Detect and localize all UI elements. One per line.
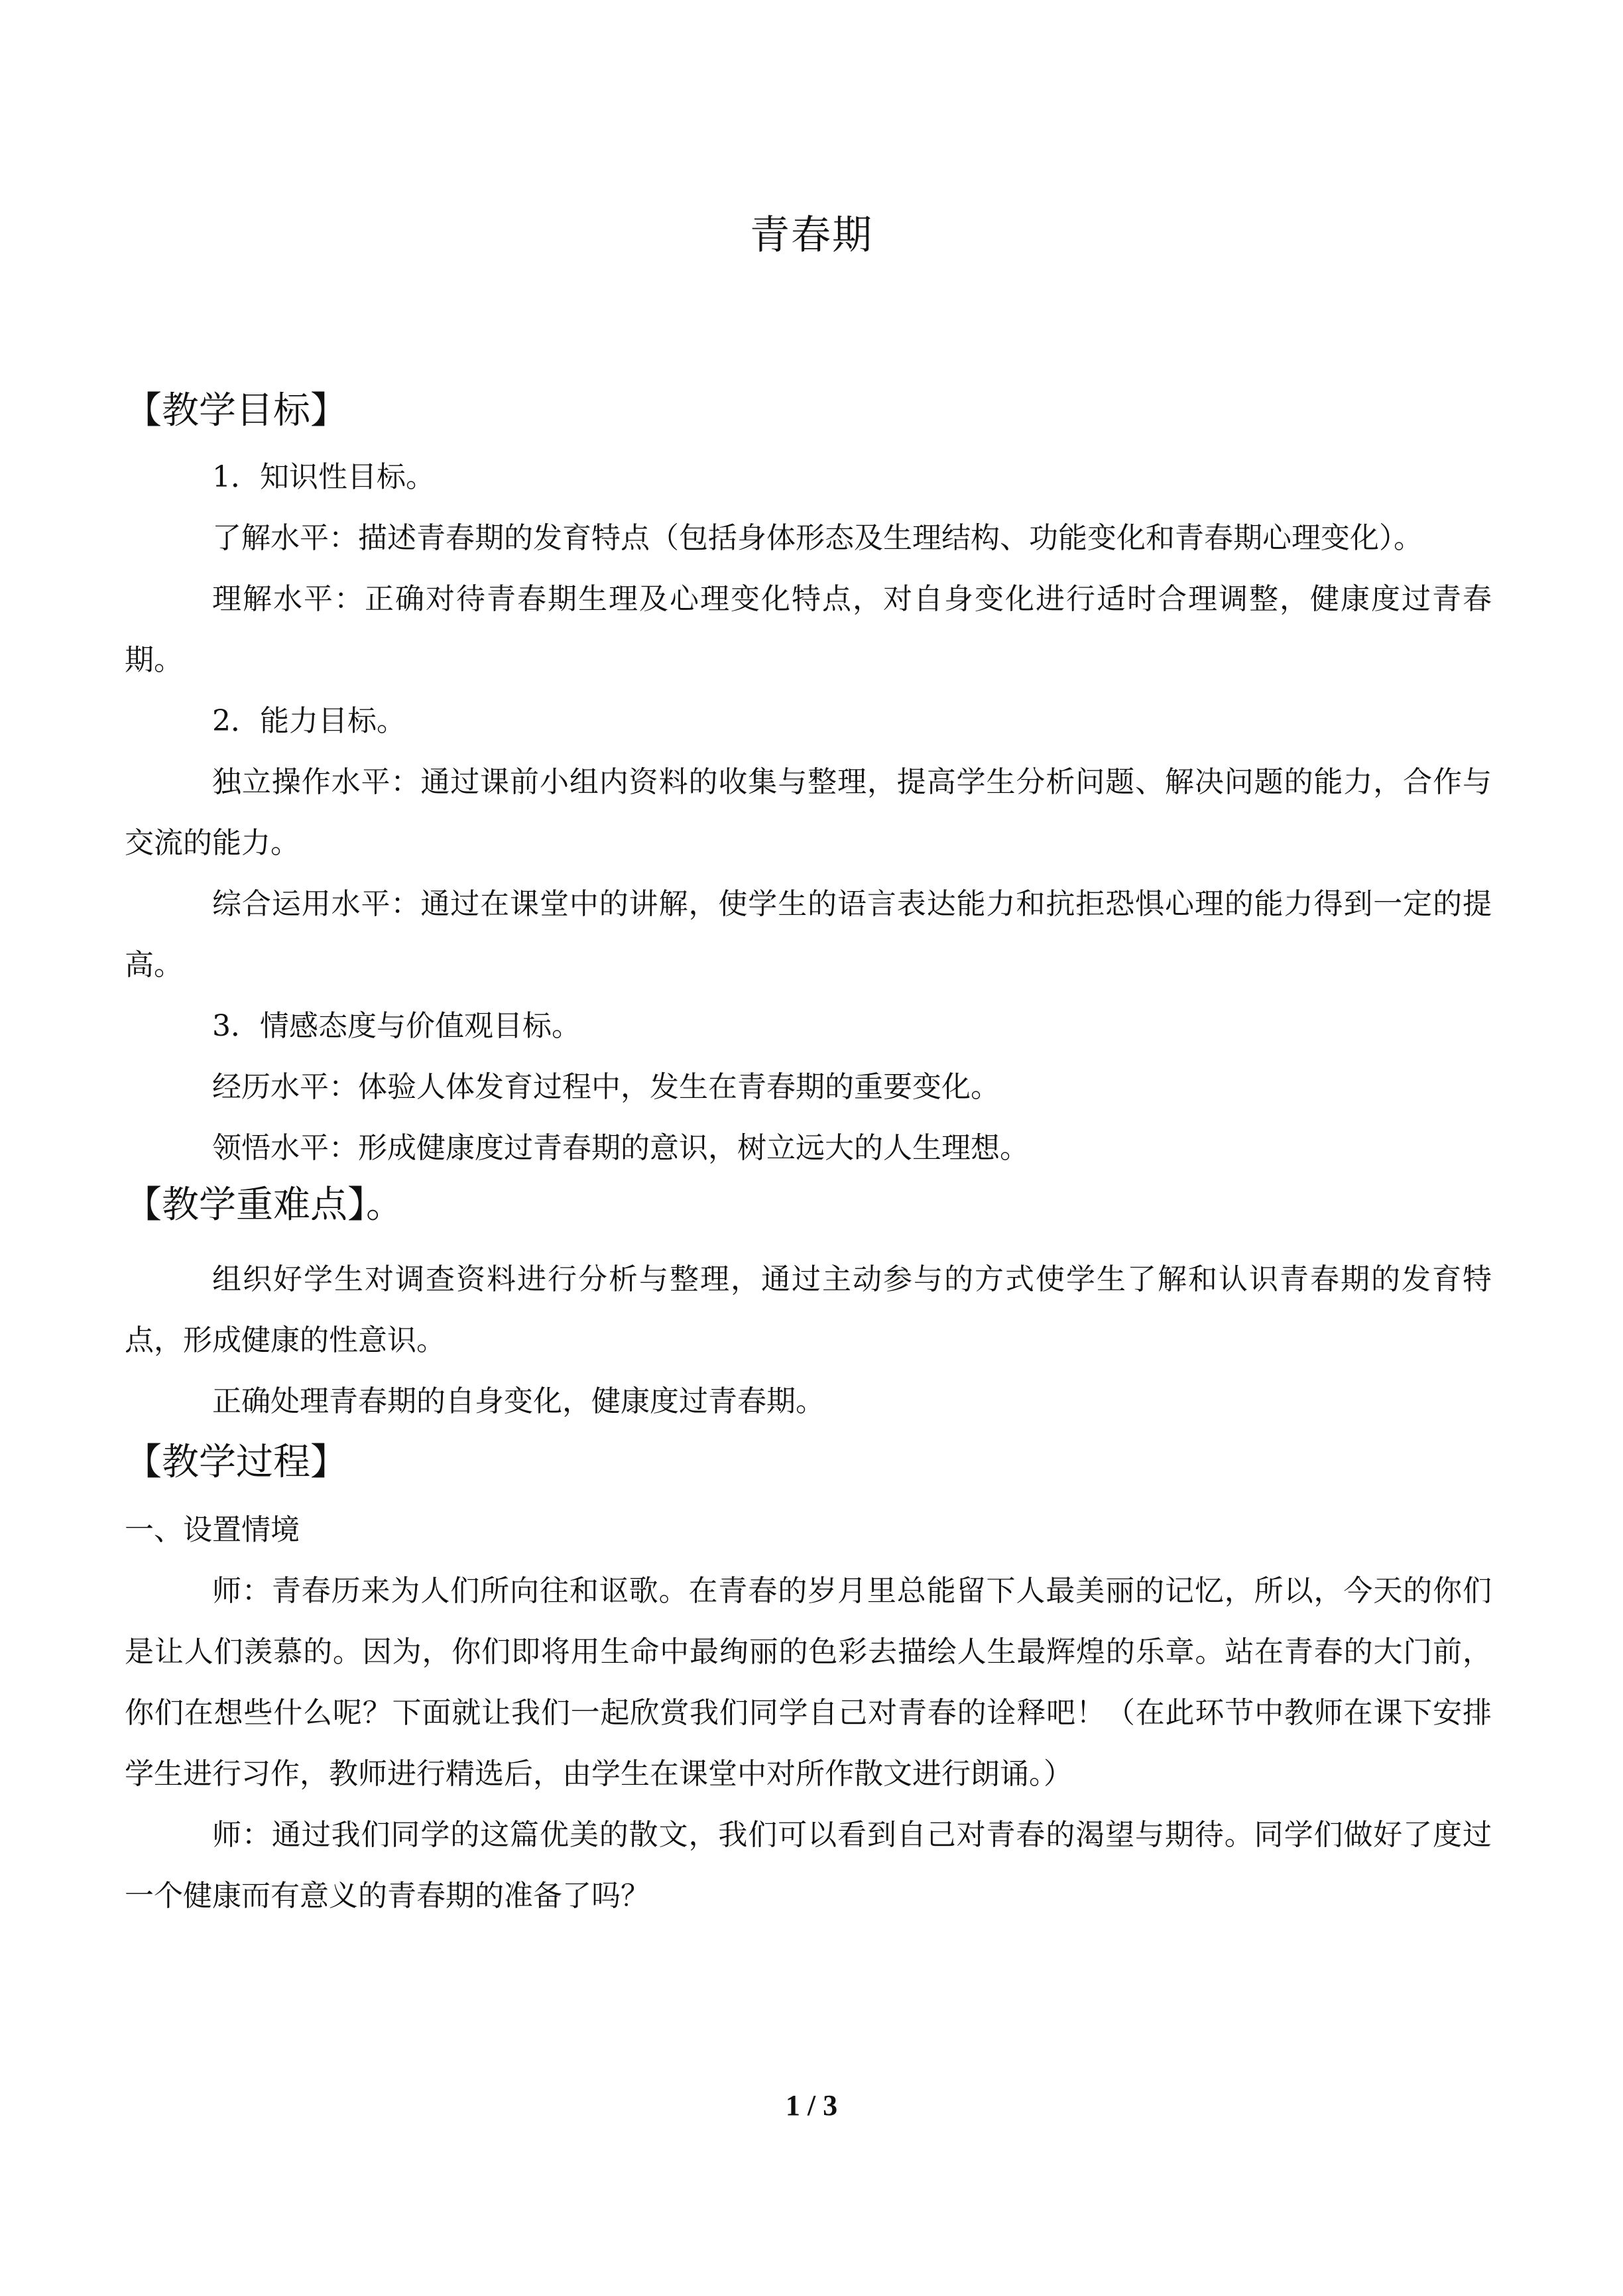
page-number: 1 / 3: [785, 2089, 838, 2122]
document-title: 青春期: [750, 212, 873, 259]
objective-paragraph: 经历水平：体验人体发育过程中，发生在青春期的重要变化。: [212, 1070, 1000, 1104]
document-body: [125, 385, 1492, 1927]
process-paragraph: 师：青春历来为人们所向往和讴歌。在青春的岁月里总能留下人最美丽的记忆，所以，今天的你们是让人们羡慕的。因为，你们即将用生命中最绚丽的色彩去描绘人生最辉煌的乐章。站在青春的大门前，你们在想些什么呢？下面就让我们一起欣赏我们同学自己对青春的诠释吧！（在此环节中教师在课下安排学生进行习作，教师进行精选后，由学生在课堂中对所作散文进行朗诵。）: [125, 1574, 1492, 1791]
section-heading-process: 【教学过程】: [125, 1441, 347, 1484]
objective-paragraph: 3．情感态度与价值观目标。: [212, 1009, 581, 1043]
process-paragraph: 师：通过我们同学的这篇优美的散文，我们可以看到自己对青春的渴望与期待。同学们做好了度过一个健康而有意义的青春期的准备了吗？: [125, 1818, 1492, 1913]
objective-paragraph: 独立操作水平：通过课前小组内资料的收集与整理，提高学生分析问题、解决问题的能力，合作与交流的能力。: [125, 765, 1492, 860]
objective-paragraph: 领悟水平：形成健康度过青春期的意识，树立远大的人生理想。: [212, 1131, 1029, 1165]
key-point-paragraph: 组织好学生对调查资料进行分析与整理，通过主动参与的方式使学生了解和认识青春期的发育特点，形成健康的性意识。: [125, 1262, 1492, 1357]
process-subheading: 一、设置情境: [125, 1513, 300, 1547]
key-point-paragraph: 正确处理青春期的自身变化，健康度过青春期。: [212, 1384, 825, 1418]
objective-paragraph: 2．能力目标。: [212, 704, 406, 738]
objective-paragraph: 了解水平：描述青春期的发育特点（包括身体形态及生理结构、功能变化和青春期心理变化）。: [212, 521, 1423, 555]
section-heading-objectives: 【教学目标】: [125, 389, 347, 432]
objective-paragraph: 1．知识性目标。: [212, 460, 435, 494]
objective-paragraph: 综合运用水平：通过在课堂中的讲解，使学生的语言表达能力和抗拒恐惧心理的能力得到一定的提高。: [125, 887, 1492, 982]
objective-paragraph: 理解水平：正确对待青春期生理及心理变化特点，对自身变化进行适时合理调整，健康度过青春期。: [125, 582, 1492, 677]
section-heading-key-points: 【教学重难点】。: [125, 1183, 403, 1227]
